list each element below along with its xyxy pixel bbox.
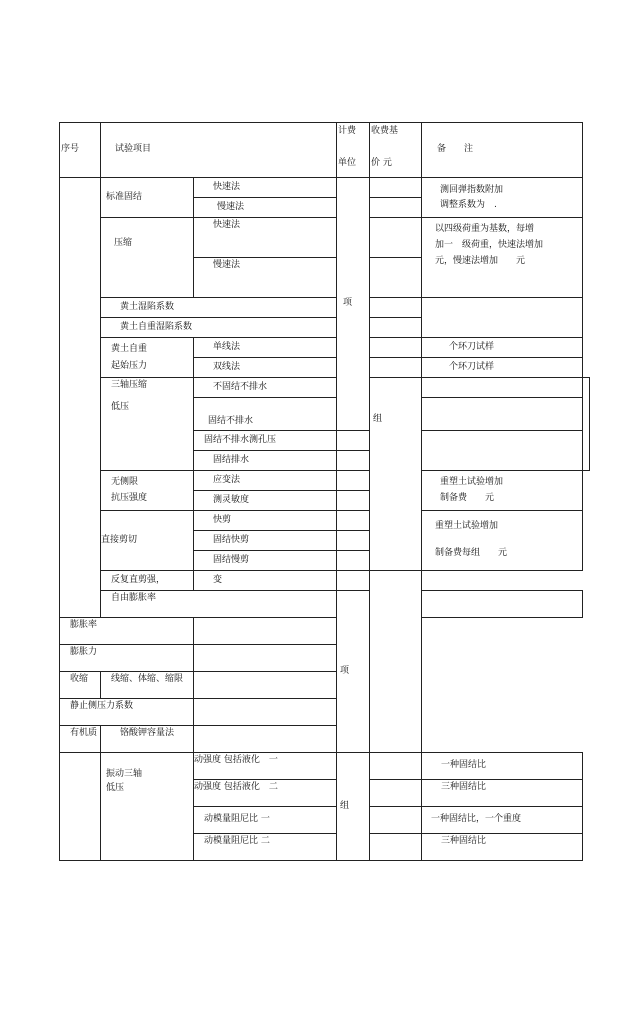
header-price [370,123,422,178]
price-cell [370,753,422,780]
header-unit-line2: 单位 [338,158,357,168]
price-cell [194,699,337,726]
unit-cell-1: 项 [337,178,370,431]
free-swell-rate: 自由膨胀率 [101,591,337,618]
price-cell [337,571,370,591]
unconfined-label: 无侧限 抗压强度 [101,471,194,511]
header-item: 试验项目 [101,123,337,178]
price-cell [370,178,422,198]
price-cell [337,471,370,491]
dynamic-modulus-1: 动模量阻尼比 一 [194,807,337,834]
dynamic-strength-1: 动强度 包括液化 一 [194,753,337,780]
price-cell [370,834,422,861]
vibration-note-4: 三种固结比 [422,834,583,861]
price-cell [337,551,370,571]
loess-collapse-coef: 黄土湿陷系数 [101,298,337,318]
table-row [60,591,590,618]
price-cell [194,618,337,645]
table-row [60,645,590,672]
std-consolidation-slow: 慢速法 [194,198,337,218]
swell-rate: 膨胀率 [60,618,194,645]
price-cell [194,672,337,699]
table-row [60,178,590,198]
price-cell [370,298,422,318]
table-row [60,726,590,753]
loess-single-line: 单线法 [194,338,337,358]
price-cell [422,398,583,431]
vibration-note-3: 一种固结比，一个重度 [422,807,583,834]
compression-fast: 快速法 [194,218,337,258]
header-price-line2: 价 元 [371,158,392,168]
triaxial-uu: 不固结不排水 [194,378,337,398]
price-cell [370,318,422,338]
header-row [60,123,590,178]
direct-shear-note: 重塑土试验增加 制备费每组 元 [422,511,583,571]
repeat-shear-label: 反复直剪强， [101,571,194,591]
price-cell [337,451,370,471]
remark-cell [422,298,583,338]
table-row [60,618,590,645]
dynamic-modulus-2: 动模量阻尼比 二 [194,834,337,861]
header-price-line1: 收费基 [371,126,399,136]
vibration-triaxial-label: 振动三轴 低压 [101,753,194,861]
table-row [60,378,590,398]
header-seq: 序号 [60,123,101,178]
triaxial-label: 三轴压缩 低压 [101,378,194,471]
remark-cell [583,378,590,471]
unconfined-note: 重塑土试验增加 制备费 元 [422,471,583,511]
shrinkage-label: 收缩 [60,672,101,699]
compression-note: 以四级荷重为基数，每增 加一 级荷重，快速法增加 元，慢速法增加 元 [422,218,583,298]
std-consolidation-note: 测回弹指数附加 调整系数为 . [422,178,583,218]
price-cell [422,591,583,618]
vibration-note-2: 三种固结比 [422,780,583,807]
organic-matter-label: 有机质 [60,726,101,753]
table-row [60,338,590,358]
price-cell [194,645,337,672]
loess-note-1: 个环刀试样 [422,338,583,358]
triaxial-cu: 固结不排水 [194,398,337,431]
unit-cell-zu-1: 组 [370,378,422,571]
header-unit [337,123,370,178]
table-row [60,699,590,726]
unconfined-strain: 应变法 [194,471,337,491]
price-cell [337,531,370,551]
price-cell [370,258,422,298]
loess-double-line: 双线法 [194,358,337,378]
compression-slow: 慢速法 [194,258,337,298]
seq-cell [60,753,101,861]
lateral-pressure-coef: 静止侧压力系数 [60,699,194,726]
table-row [60,298,590,318]
price-cell [370,198,422,218]
table-row [60,753,590,780]
loess-initial-pressure-label: 黄土自重 起始压力 [101,338,194,378]
header-remark: 备 注 [422,123,583,178]
fee-table [59,122,590,861]
seq-cell [60,178,101,618]
direct-shear-quick: 快剪 [194,511,337,531]
std-consolidation-fast: 快速法 [194,178,337,198]
table-row [60,511,590,531]
loess-self-weight-coef: 黄土自重湿陷系数 [101,318,337,338]
unit-cell-xiang-3: 项 [337,591,370,753]
price-cell [370,807,422,834]
triaxial-cu-pore: 固结不排水测孔压 [194,431,337,451]
price-cell [370,338,422,358]
direct-shear-cons-slow: 固结慢剪 [194,551,337,571]
triaxial-cd: 固结排水 [194,451,337,471]
direct-shear-label: 直接剪切 [101,511,194,571]
price-cell [370,218,422,258]
compression-label: 压缩 [101,218,194,298]
unconfined-sensitivity: 测灵敏度 [194,491,337,511]
price-cell [194,726,337,753]
organic-matter-sub: 铬酸钾容量法 [101,726,194,753]
price-cell [337,491,370,511]
table-row [60,218,590,258]
dynamic-strength-2: 动强度 包括液化 二 [194,780,337,807]
swell-pressure: 膨胀力 [60,645,194,672]
std-consolidation-label: 标准固结 [101,178,194,218]
repeat-shear-sub: 变 [194,571,337,591]
shrinkage-sub: 线缩、体缩、缩限 [101,672,194,699]
price-cell [370,358,422,378]
price-cell [337,431,370,451]
direct-shear-cons-quick: 固结快剪 [194,531,337,551]
table-row [60,471,590,491]
unit-cell-zu-3: 组 [337,753,370,861]
header-unit-line1: 计费 [338,126,357,136]
table-row [60,571,590,591]
remark-cell [370,571,422,753]
price-cell [370,780,422,807]
table-row [60,672,590,699]
price-cell [337,511,370,531]
loess-note-2: 个环刀试样 [422,358,583,378]
vibration-note-1: 一种固结比 [422,753,583,780]
price-cell [422,378,583,398]
